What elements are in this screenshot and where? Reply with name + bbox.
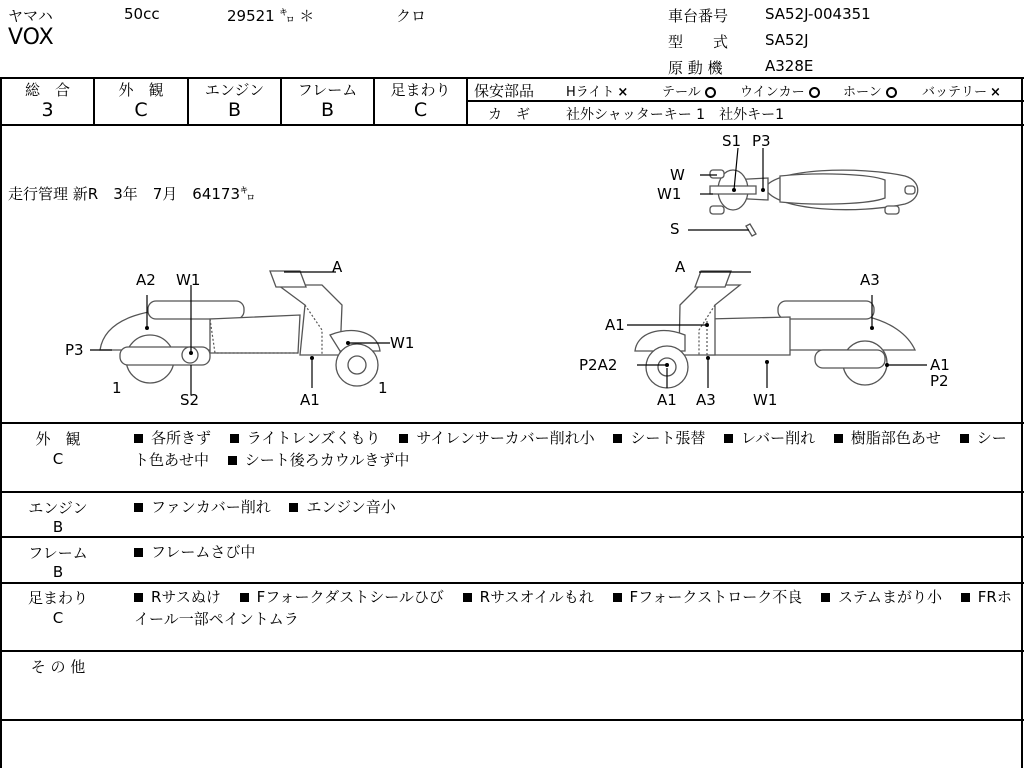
label-a2: A2 xyxy=(136,271,156,289)
label-a1c: A1 xyxy=(657,391,677,409)
condition-text: フレームさび中 xyxy=(151,543,256,561)
point xyxy=(761,188,765,192)
left-seat xyxy=(148,301,244,319)
point xyxy=(885,363,889,367)
grade-label-exterior: 外 観 xyxy=(118,81,164,99)
label-p2: P2 xyxy=(930,372,949,390)
section-label: 足まわり xyxy=(27,589,88,607)
safety-item-headlight: Hライト × xyxy=(566,85,629,100)
left-front-hub xyxy=(348,356,366,374)
key-label: カ ギ xyxy=(488,107,530,123)
condition-text: エンジン音小 xyxy=(306,498,396,516)
label-a1: A1 xyxy=(300,391,320,409)
label-s: S xyxy=(670,220,680,238)
frame-no: SA52J-004351 xyxy=(765,5,871,23)
square-bullet-icon xyxy=(724,434,733,443)
condition-item xyxy=(134,588,221,606)
condition-item xyxy=(289,498,395,516)
label-1a: 1 xyxy=(112,379,122,397)
top-mirror-left xyxy=(710,170,724,178)
square-bullet-icon xyxy=(961,593,970,602)
grade-label-suspension: 足まわり xyxy=(390,81,451,99)
left-center-body xyxy=(210,315,300,353)
condition-text: ステムまがり小 xyxy=(838,588,942,606)
point xyxy=(310,356,314,360)
condition-text: Rサスぬけ xyxy=(151,588,221,606)
square-bullet-icon xyxy=(463,593,472,602)
grade-value-engine: B xyxy=(227,99,242,121)
label-s1: S1 xyxy=(722,132,742,150)
square-bullet-icon xyxy=(289,503,298,512)
right-seat xyxy=(778,301,874,319)
label-1b: 1 xyxy=(378,379,388,397)
condition-text: シート色あせ中 xyxy=(134,429,1007,469)
square-bullet-icon xyxy=(134,434,143,443)
square-bullet-icon xyxy=(399,434,408,443)
top-rear-step xyxy=(885,206,899,214)
label-a: A xyxy=(675,258,686,276)
grade-value-overall: 3 xyxy=(41,99,54,121)
grade-label-overall: 総 合 xyxy=(24,81,70,99)
point xyxy=(346,341,350,345)
square-bullet-icon xyxy=(960,434,969,443)
condition-item xyxy=(230,429,381,447)
condition-text: Rサスオイルもれ xyxy=(479,588,594,606)
color: クロ xyxy=(396,7,427,25)
grade-label-frame: フレーム xyxy=(297,81,358,99)
condition-text: サイレンサーカバー削れ小 xyxy=(416,429,595,447)
type-value: SA52J xyxy=(765,31,809,49)
label-s2: S2 xyxy=(180,391,200,409)
engine-label: 原 動 機 xyxy=(668,59,723,77)
condition-text: 樹脂部色あせ xyxy=(850,429,941,447)
frame-no-label: 車台番号 xyxy=(668,7,729,25)
section-label: そ の 他 xyxy=(30,658,86,676)
circle-ok-icon xyxy=(886,87,897,98)
condition-item xyxy=(134,429,211,447)
displacement: 50cc xyxy=(124,5,160,23)
section-grade: C xyxy=(52,450,64,468)
square-bullet-icon xyxy=(834,434,843,443)
square-bullet-icon xyxy=(821,593,830,602)
label-a1b: A1 xyxy=(930,356,950,374)
square-bullet-icon xyxy=(134,593,143,602)
label-p3: P3 xyxy=(752,132,771,150)
point xyxy=(665,363,669,367)
label-w: W xyxy=(670,166,685,184)
left-handle xyxy=(270,271,306,287)
cross-icon: × xyxy=(990,85,1001,100)
condition-text: ファンカバー削れ xyxy=(151,498,271,516)
top-seat-inner xyxy=(780,174,885,204)
condition-item xyxy=(613,429,705,447)
point xyxy=(765,360,769,364)
right-muffler xyxy=(815,350,885,368)
label-a: A xyxy=(332,258,343,276)
condition-item xyxy=(821,588,942,606)
safety-item-winker: ウインカー xyxy=(740,81,820,100)
condition-text: Fフォークストローク不良 xyxy=(629,588,803,606)
safety-item-tail: テール xyxy=(662,81,716,100)
section-items xyxy=(134,586,1014,630)
point xyxy=(706,356,710,360)
grade-value-frame: B xyxy=(320,99,335,121)
section-label: 外 観 xyxy=(35,430,81,448)
safety-label: 保安部品 xyxy=(474,82,535,100)
condition-item xyxy=(399,429,594,447)
label-w1: W1 xyxy=(753,391,778,409)
rule-right xyxy=(1021,77,1023,768)
condition-text: 各所きず xyxy=(151,429,212,447)
rule-v5 xyxy=(466,77,468,125)
section-grade: B xyxy=(52,518,64,536)
model-name: VOX xyxy=(8,25,54,50)
left-hub xyxy=(182,347,198,363)
label-a1: A1 xyxy=(605,316,625,334)
rule-s2 xyxy=(0,536,1024,538)
rule-safety xyxy=(468,100,1024,102)
engine-value: A328E xyxy=(765,57,814,75)
label-w1b: W1 xyxy=(390,334,415,352)
condition-item xyxy=(134,543,255,561)
top-tail xyxy=(905,186,915,194)
condition-item xyxy=(613,588,803,606)
section-grade: B xyxy=(52,563,64,581)
label-a3: A3 xyxy=(860,271,880,289)
safety-item-battery: バッテリー × xyxy=(922,85,1001,100)
top-mirror-right xyxy=(710,206,724,214)
condition-text: シート後ろカウルきず中 xyxy=(244,451,410,469)
square-bullet-icon xyxy=(134,548,143,557)
section-label: フレーム xyxy=(28,544,88,562)
condition-text: FRホイール一部ペイントムラ xyxy=(134,588,1012,628)
rule-s1 xyxy=(0,491,1024,493)
label-w1: W1 xyxy=(657,185,682,203)
square-bullet-icon xyxy=(613,434,622,443)
square-bullet-icon xyxy=(613,593,622,602)
mileage-note: 走行管理 新R 3年 7月 64173㌔ xyxy=(8,185,255,203)
section-items xyxy=(134,427,1014,471)
rule-grades xyxy=(0,124,1024,126)
point xyxy=(705,323,709,327)
section-grade: C xyxy=(52,609,64,627)
condition-item xyxy=(240,588,444,606)
point xyxy=(870,326,874,330)
condition-item xyxy=(463,588,594,606)
grade-value-suspension: C xyxy=(413,99,428,121)
section-label: エンジン xyxy=(28,499,88,517)
left-side-diagram xyxy=(60,255,430,410)
right-handle xyxy=(695,271,731,287)
label-w1: W1 xyxy=(176,271,201,289)
square-bullet-icon xyxy=(230,434,239,443)
safety-item-horn: ホーン xyxy=(843,81,897,100)
condition-text: シート張替 xyxy=(630,429,706,447)
condition-item xyxy=(134,498,271,516)
right-side-diagram xyxy=(575,255,960,410)
key-value: 社外シャッターキー 1 社外キー1 xyxy=(566,107,784,123)
square-bullet-icon xyxy=(134,503,143,512)
circle-ok-icon xyxy=(809,87,820,98)
top-view-diagram xyxy=(657,128,940,240)
condition-item xyxy=(834,429,941,447)
grade-label-engine: エンジン xyxy=(204,81,265,99)
rule-left xyxy=(0,77,2,768)
rule-diagram xyxy=(0,422,1024,424)
circle-ok-icon xyxy=(705,87,716,98)
square-bullet-icon xyxy=(240,593,249,602)
condition-item xyxy=(724,429,815,447)
label-p2a2: P2A2 xyxy=(579,356,618,374)
rule-s5 xyxy=(0,719,1024,721)
label-a3b: A3 xyxy=(696,391,716,409)
label-p3: P3 xyxy=(65,341,84,359)
square-bullet-icon xyxy=(228,456,237,465)
point xyxy=(189,351,193,355)
mileage: 29521 ㌔ ＊ xyxy=(227,7,315,25)
cross-icon: × xyxy=(617,85,629,100)
point xyxy=(732,188,736,192)
condition-text: ライトレンズくもり xyxy=(246,429,381,447)
rule-s4 xyxy=(0,650,1024,652)
condition-text: Fフォークダストシールひび xyxy=(256,588,444,606)
condition-item xyxy=(228,451,410,469)
grade-value-exterior: C xyxy=(134,99,148,121)
maker: ヤマハ xyxy=(8,7,53,25)
rule-s3 xyxy=(0,582,1024,584)
section-items xyxy=(134,541,1014,563)
condition-text: レバー削れ xyxy=(741,429,816,447)
type-label: 型 式 xyxy=(668,33,729,51)
section-items xyxy=(134,496,1014,518)
right-center-body xyxy=(707,317,790,355)
point xyxy=(145,326,149,330)
